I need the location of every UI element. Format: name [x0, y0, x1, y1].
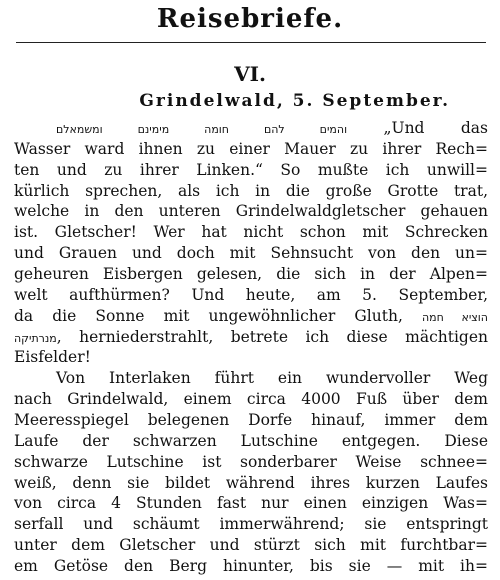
text-line [14, 493, 488, 514]
text-line [14, 473, 488, 494]
line-text: nach Grindelwald, einem circa 4000 Fuß über dem [14, 390, 488, 409]
text-line [56, 118, 488, 139]
title-rule [16, 42, 486, 43]
text-line [14, 556, 488, 577]
text-line [14, 347, 488, 368]
section-number: VI. [234, 62, 266, 86]
line-text: Von Interlaken führt ein wundervoller Weg [56, 369, 488, 388]
text-line [14, 389, 488, 410]
text-line [14, 201, 488, 222]
text-line [14, 139, 488, 160]
line-text: serfall und schäumt immerwährend; sie entspringt [14, 515, 488, 534]
line-text: welche in den unteren Grindelwaldgletscher gehauen [14, 202, 488, 221]
line-text: , herniederstrahlt, betrete ich diese mächtigen [56, 327, 488, 346]
text-line [14, 222, 488, 243]
line-text: da die Sonne mit ungewöhnlicher Gluth, [14, 306, 422, 325]
text-line [14, 452, 488, 473]
text-line [14, 160, 488, 181]
text-line [14, 264, 488, 285]
text-line [14, 327, 488, 348]
line-text: Meeresspiegel belegenen Dorfe hinauf, immer dem [14, 411, 488, 429]
dateline: Grindelwald, 5. September. [139, 91, 450, 111]
line-text: kürlich sprechen, als ich in die große Grotte trat, [14, 181, 488, 200]
text-line [14, 243, 488, 264]
hebrew-quote: והמים להם חומה מימינם ומשמאלם [56, 123, 348, 136]
text-line [14, 535, 488, 556]
line-text: geheuren Eisbergen gelesen, die sich in der Alpen= [14, 265, 488, 283]
line-text: em Getöse den Berg hinunter, bis sie — mit ih= [14, 557, 488, 575]
text-line [14, 514, 488, 535]
hebrew-quote: הוציא חמה [421, 310, 488, 324]
hebrew-quote: מנרתיקה [14, 331, 57, 345]
line-text: ist. Gletscher! Wer hat nicht schon mit Schrecken [14, 223, 488, 242]
line-text: ten und zu ihrer Linken.“ So mußte ich unwill= [14, 160, 488, 179]
article-title: Reisebriefe. [156, 4, 344, 34]
line-text: welt aufthürmen? Und heute, am 5. September, [14, 285, 488, 304]
line-text: weiß, denn sie bildet während ihres kurzen Laufes [14, 473, 488, 492]
line-text: schwarze Lutschine ist sonderbarer Weise schnee= [14, 452, 488, 471]
text-line [14, 431, 488, 452]
line-text: Wasser ward ihnen zu einer Mauer zu ihrer Rech= [14, 139, 488, 158]
line-text: unter dem Gletscher und stürzt sich mit furchtbar= [14, 536, 488, 555]
text-line [14, 410, 488, 431]
line-text: Laufe der schwarzen Lutschine entgegen. Diese [14, 431, 488, 450]
text-line [14, 306, 488, 327]
text-line [14, 285, 488, 306]
line-text: und Grauen und doch mit Sehnsucht von den un= [14, 244, 488, 263]
line-text: „Und das [347, 119, 488, 137]
line-text: von circa 4 Stunden fast nur einen einzigen Was= [14, 494, 488, 513]
text-line [14, 181, 488, 202]
text-line [56, 368, 488, 389]
line-text: Eisfelder! [14, 348, 91, 367]
